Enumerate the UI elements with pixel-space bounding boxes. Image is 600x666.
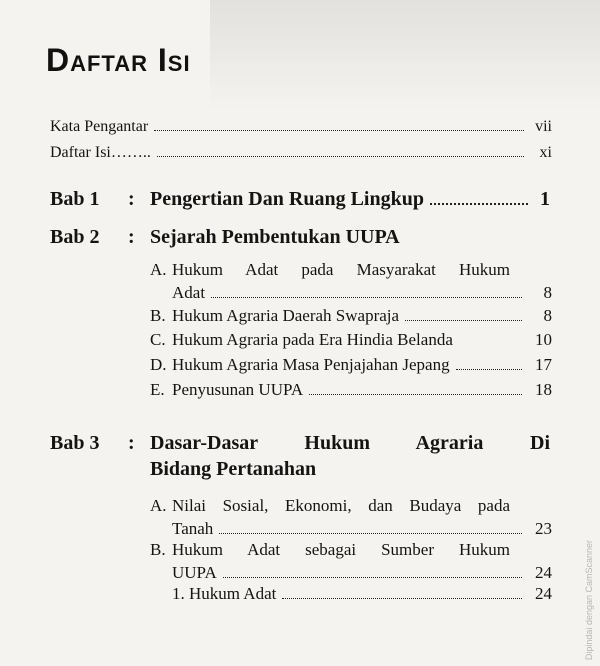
toc-entry-3b1[interactable]: [172, 584, 552, 604]
scanner-watermark: Dipindai dengan CamScanner: [584, 540, 594, 661]
entry-label: Penyusunan UUPA: [172, 380, 304, 399]
chapter-title-continued: Bidang Pertanahan: [150, 458, 317, 480]
chapter-title: Pengertian Dan Ruang Lingkup: [150, 188, 424, 210]
entry-label: Hukum Agraria Masa Penjajahan Jepang: [172, 355, 450, 374]
page-title: Daftar Isi: [46, 42, 191, 78]
toc-entry-2a-line2[interactable]: [172, 283, 552, 303]
toc-entry-3a-line1[interactable]: [150, 496, 510, 516]
toc-entry-2d[interactable]: [150, 355, 552, 375]
chapter-number: Bab 1: [50, 188, 100, 210]
chapter-number: Bab 3: [50, 432, 100, 454]
toc-entry-3a-line2[interactable]: [172, 519, 552, 539]
entry-label: Hukum Adat pada Masyarakat Hukum: [172, 260, 510, 279]
toc-entry-2e[interactable]: [150, 380, 552, 400]
entry-page: 18: [535, 380, 552, 399]
entry-page: 8: [543, 283, 552, 302]
entry-page: vii: [535, 118, 552, 135]
entry-page: 24: [535, 563, 552, 582]
entry-page: xi: [539, 144, 552, 161]
show-through-shadow: [210, 0, 600, 110]
entry-label: UUPA: [172, 563, 217, 582]
entry-letter: D.: [150, 355, 167, 374]
leader-dots: [430, 203, 528, 205]
entry-page: 8: [543, 306, 552, 325]
leader-dots: [282, 598, 522, 599]
toc-entry-3b-line2[interactable]: [172, 563, 552, 583]
entry-label: Kata Pengantar: [50, 118, 149, 135]
leader-dots: [456, 369, 522, 370]
entry-page: 10: [535, 330, 552, 349]
toc-chapter-3[interactable]: [50, 432, 550, 455]
toc-entry-kata-pengantar[interactable]: [50, 118, 552, 136]
entry-page: 24: [535, 584, 552, 603]
leader-dots: [223, 577, 522, 578]
chapter-colon: :: [128, 188, 135, 210]
entry-label: Hukum Agraria Daerah Swapraja: [172, 306, 400, 325]
entry-label: Nilai Sosial, Ekonomi, dan Budaya pada: [172, 496, 510, 515]
entry-page: 23: [535, 519, 552, 538]
chapter-colon: :: [128, 432, 135, 454]
leader-dots: [405, 320, 522, 321]
entry-label: Hukum Adat sebagai Sumber Hukum: [172, 540, 510, 559]
entry-label: Tanah: [172, 519, 214, 538]
entry-letter: A.: [150, 496, 167, 515]
leader-dots: [157, 156, 524, 157]
leader-dots: [154, 130, 524, 131]
entry-label: Adat: [172, 283, 206, 302]
chapter-title: Dasar-Dasar Hukum Agraria Di: [150, 432, 550, 454]
toc-entry-2c[interactable]: [150, 330, 552, 350]
entry-letter: B.: [150, 306, 166, 325]
entry-label: Daftar Isi……..: [50, 144, 151, 161]
entry-label: Hukum Agraria pada Era Hindia Belanda: [172, 330, 453, 349]
toc-chapter-2[interactable]: [50, 226, 550, 249]
chapter-page: 1: [540, 188, 550, 210]
entry-page: 17: [535, 355, 552, 374]
leader-dots: [219, 533, 522, 534]
toc-chapter-1[interactable]: [50, 188, 550, 211]
entry-label: 1. Hukum Adat: [172, 584, 277, 603]
entry-letter: A.: [150, 260, 167, 279]
entry-letter: B.: [150, 540, 166, 559]
leader-dots: [211, 297, 522, 298]
chapter-colon: :: [128, 226, 135, 248]
chapter-title: Sejarah Pembentukan UUPA: [150, 226, 400, 248]
entry-letter: C.: [150, 330, 166, 349]
entry-letter: E.: [150, 380, 165, 399]
leader-dots: [309, 394, 522, 395]
toc-entry-2a-line1[interactable]: [150, 260, 510, 280]
toc-chapter-3-title-cont[interactable]: [150, 458, 550, 481]
toc-entry-daftar-isi[interactable]: [50, 144, 552, 162]
toc-entry-2b[interactable]: [150, 306, 552, 326]
toc-entry-3b-line1[interactable]: [150, 540, 510, 560]
chapter-number: Bab 2: [50, 226, 100, 248]
